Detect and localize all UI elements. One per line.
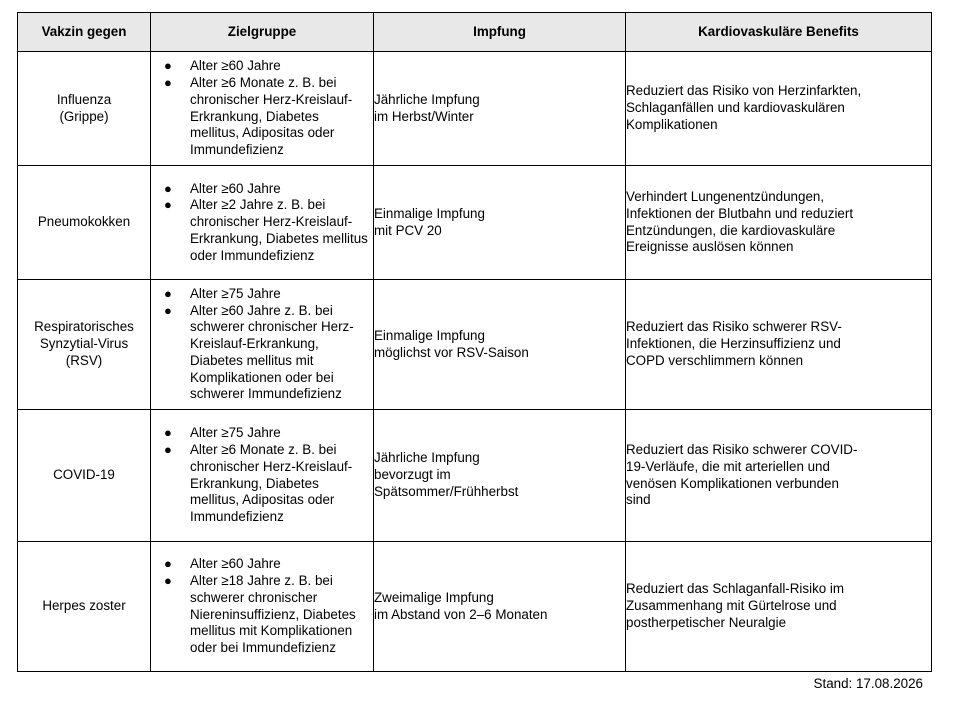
cell-vaccine: [18, 52, 151, 166]
vaccine-name-line: (RSV): [65, 352, 103, 368]
bullet-icon: ●: [164, 58, 172, 74]
cell-benefit: [626, 542, 932, 672]
cell-target-group: [151, 542, 374, 672]
vaccination-line: im Abstand von 2–6 Monaten: [374, 606, 548, 622]
list-item: [151, 556, 373, 573]
cell-vaccine: [18, 166, 151, 280]
benefit-line: Reduziert das Risiko schwerer RSV-: [626, 319, 842, 335]
benefit-line: sind: [626, 492, 651, 508]
vaccination-line: Zweimalige Impfung: [374, 589, 494, 605]
target-group-text: Alter ≥2 Jahre z. B. bei chronischer Herz-Kreislauf-Erkrankung, Diabetes mellitus oder Immundefizienz: [190, 197, 368, 263]
bullet-icon: ●: [164, 180, 172, 196]
benefit-line: Entzündungen, die kardiovaskuläre: [626, 222, 836, 238]
cell-benefit: [626, 410, 932, 542]
cell-benefit: [626, 280, 932, 410]
table-row: [18, 542, 932, 672]
table-row: [18, 410, 932, 542]
vaccine-name-line: Respiratorisches: [34, 319, 134, 335]
benefit-line: postherpetischer Neuralgie: [626, 614, 787, 630]
benefit-line: Komplikationen: [626, 116, 718, 132]
table-row: [18, 52, 932, 166]
list-item: [151, 197, 373, 264]
target-group-list: [151, 556, 373, 657]
vaccination-line: Jährliche Impfung: [374, 450, 480, 466]
table-header-row: [18, 13, 932, 52]
target-group-list: [151, 58, 373, 159]
vaccine-name-line: Herpes zoster: [42, 598, 126, 614]
target-group-list: [151, 425, 373, 526]
target-group-text: Alter ≥60 Jahre z. B. bei schwerer chronischer Herz-Kreislauf-Erkrankung, Diabetes mellitus mit Komplikationen oder bei schwerer Immundefizienz: [190, 302, 354, 402]
vaccination-line: im Herbst/Winter: [374, 108, 474, 124]
bullet-icon: ●: [164, 556, 172, 572]
list-item: [151, 573, 373, 657]
header-vaccine: Vakzin gegen: [18, 13, 151, 52]
target-group-text: Alter ≥6 Monate z. B. bei chronischer Herz-Kreislauf-Erkrankung, Diabetes mellitus, Adipositas oder Immundefizienz: [190, 441, 353, 525]
benefit-line: Ereignisse auslösen können: [626, 239, 794, 255]
table-row: [18, 166, 932, 280]
bullet-icon: ●: [164, 285, 172, 301]
list-item: [151, 303, 373, 404]
bullet-icon: ●: [164, 74, 172, 90]
cell-target-group: [151, 280, 374, 410]
target-group-text: Alter ≥75 Jahre: [190, 285, 281, 301]
cell-vaccination: [374, 280, 626, 410]
benefit-line: venösen Komplikationen verbunden: [626, 475, 839, 491]
stand-date: Stand: 17.08.2026: [813, 676, 923, 691]
target-group-text: Alter ≥60 Jahre: [190, 180, 281, 196]
list-item: [151, 58, 373, 75]
target-group-list: [151, 181, 373, 265]
benefit-line: Schlaganfällen und kardiovaskulären: [626, 100, 845, 116]
benefit-line: Reduziert das Risiko schwerer COVID-: [626, 441, 858, 457]
cell-target-group: [151, 166, 374, 280]
target-group-text: Alter ≥60 Jahre: [190, 58, 281, 74]
vaccination-line: bevorzugt im: [374, 467, 451, 483]
vaccine-name-line: (Grippe): [59, 108, 109, 124]
benefit-line: 19-Verläufe, die mit arteriellen und: [626, 458, 830, 474]
list-item: [151, 181, 373, 198]
list-item: [151, 425, 373, 442]
target-group-text: Alter ≥75 Jahre: [190, 425, 281, 441]
list-item: [151, 75, 373, 159]
target-group-text: Alter ≥18 Jahre z. B. bei schwerer chronischer Niereninsuffizienz, Diabetes mellitus mit Komplikationen oder bei Immundefizienz: [190, 572, 356, 656]
bullet-icon: ●: [164, 572, 172, 588]
header-benefits: Kardiovaskuläre Benefits: [626, 13, 932, 52]
vaccination-line: mit PCV 20: [374, 222, 442, 238]
cell-vaccine: [18, 542, 151, 672]
benefit-line: COPD verschlimmern können: [626, 352, 804, 368]
cell-vaccination: [374, 542, 626, 672]
cell-vaccine: [18, 280, 151, 410]
cell-vaccination: [374, 52, 626, 166]
vaccine-name-line: Synzytial-Virus: [39, 336, 129, 352]
target-group-text: Alter ≥60 Jahre: [190, 556, 281, 572]
benefit-line: Reduziert das Schlaganfall-Risiko im: [626, 581, 845, 597]
target-group-text: Alter ≥6 Monate z. B. bei chronischer Herz-Kreislauf-Erkrankung, Diabetes mellitus, Adipositas oder Immundefizienz: [190, 74, 353, 158]
vaccination-line: Jährliche Impfung: [374, 91, 480, 107]
list-item: [151, 442, 373, 526]
header-target-group: Zielgruppe: [151, 13, 374, 52]
cell-vaccination: [374, 166, 626, 280]
benefit-line: Infektionen der Blutbahn und reduziert: [626, 205, 854, 221]
cell-target-group: [151, 410, 374, 542]
bullet-icon: ●: [164, 302, 172, 318]
cell-benefit: [626, 166, 932, 280]
benefit-line: Verhindert Lungenentzündungen,: [626, 188, 825, 204]
vaccination-line: möglichst vor RSV-Saison: [374, 344, 529, 360]
benefit-line: Infektionen, die Herzinsuffizienz und: [626, 336, 841, 352]
cell-benefit: [626, 52, 932, 166]
vaccination-line: Spätsommer/Frühherbst: [374, 483, 519, 499]
cell-target-group: [151, 52, 374, 166]
vaccine-name-line: COVID-19: [53, 467, 115, 483]
cell-vaccine: [18, 410, 151, 542]
bullet-icon: ●: [164, 197, 172, 213]
benefit-line: Zusammenhang mit Gürtelrose und: [626, 598, 837, 614]
vaccination-line: Einmalige Impfung: [374, 205, 485, 221]
bullet-icon: ●: [164, 425, 172, 441]
benefit-line: Reduziert das Risiko von Herzinfarkten,: [626, 83, 862, 99]
table-row: [18, 280, 932, 410]
target-group-list: [151, 286, 373, 404]
header-vaccination: Impfung: [374, 13, 626, 52]
vaccine-name-line: Influenza: [56, 91, 112, 107]
cell-vaccination: [374, 410, 626, 542]
list-item: [151, 286, 373, 303]
bullet-icon: ●: [164, 441, 172, 457]
vaccine-name-line: Pneumokokken: [37, 214, 131, 230]
vaccination-line: Einmalige Impfung: [374, 327, 485, 343]
vaccination-table: [17, 12, 932, 672]
